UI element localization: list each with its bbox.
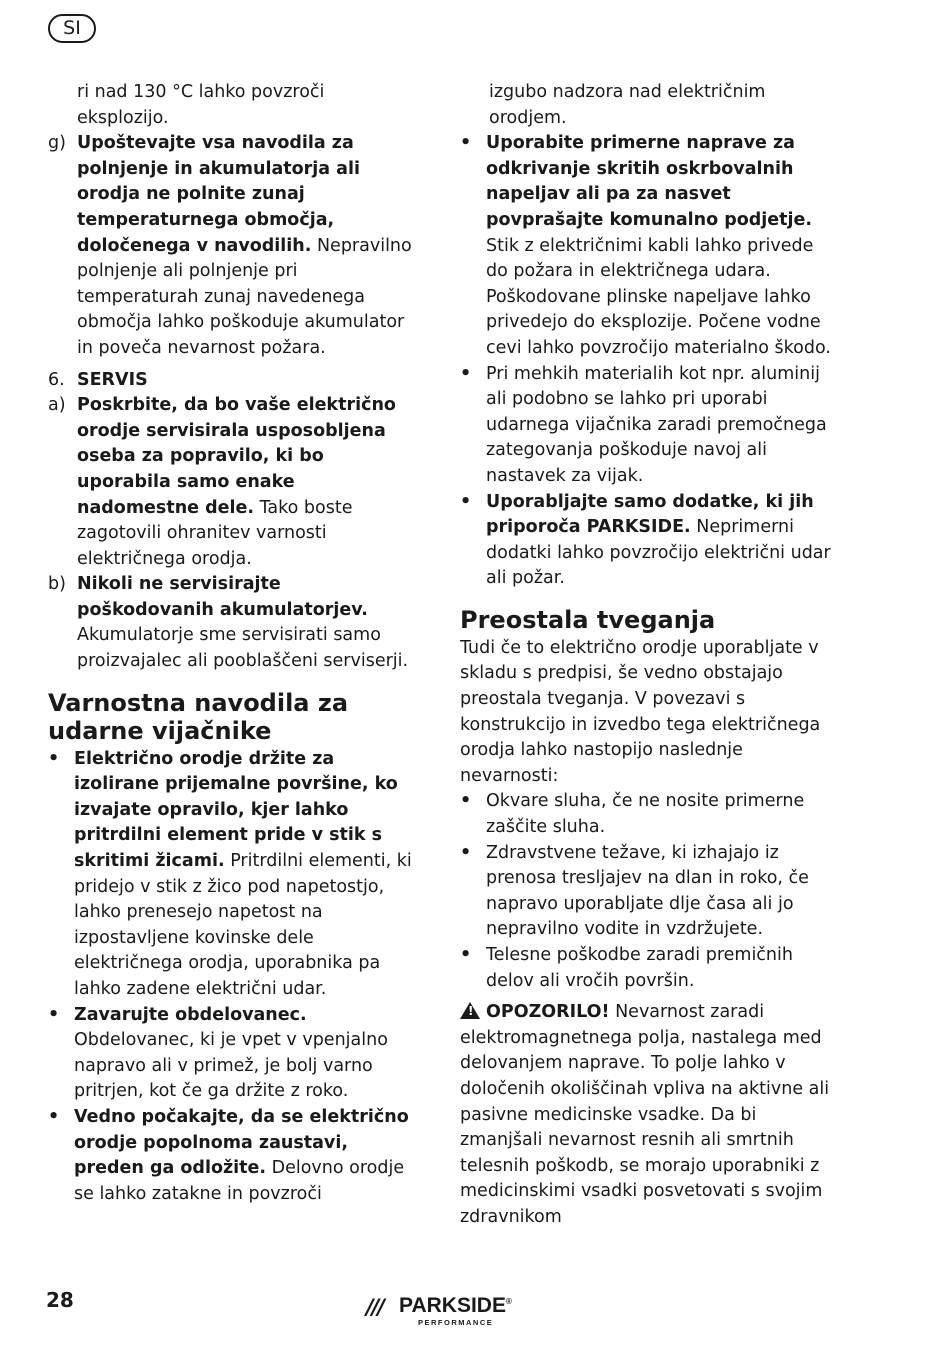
list-marker: g) — [48, 133, 66, 154]
item-text: Neprimerni dodatki lahko povzročijo električni udar ali požar. — [486, 517, 831, 589]
list-item-body — [77, 131, 418, 361]
section-label: SERVIS — [77, 369, 148, 390]
logo-slashes: /// — [366, 1295, 384, 1319]
list-marker: a) — [48, 395, 66, 416]
bullet: • — [48, 748, 60, 769]
paragraph-continuation: izgubo nadzora nad električnim orodjem. — [489, 82, 766, 128]
bullet: • — [460, 363, 472, 384]
item-text: Okvare sluha, če ne nosite primerne zaščite sluha. — [486, 791, 805, 838]
item-text: Delovno orodje se lahko zatakne in povzroči — [74, 1158, 405, 1204]
item-text: Pritrdilni elementi, ki pridejo v stik z žico pod napetostjo, lahko prenesejo napetost na izpostavljene kovinske dele električnega orodja, uporabnika pa lahko zadene električni udar. — [74, 851, 412, 999]
list-marker: 6. — [48, 369, 65, 390]
parkside-logo — [366, 1294, 526, 1330]
logo-registered: ® — [505, 1297, 512, 1306]
section-heading: Varnostna navodila za udarne vijačnike — [48, 688, 349, 745]
list-item — [460, 943, 838, 994]
bullet: • — [460, 842, 472, 863]
bold-instruction: Poskrbite, da bo vaše električno orodje servisirala usposobljena oseba za popravilo, ki bo uporabila samo enake nadomestne dele. — [77, 395, 396, 518]
list-item — [48, 1003, 418, 1105]
list-item-body — [486, 131, 838, 361]
bold-instruction: Zavarujte obdelovanec. — [74, 1004, 307, 1025]
bullet: • — [460, 791, 472, 812]
item-text: Nepravilno polnjenje ali polnjenje pri temperaturah zunaj navedenega območja lahko poškoduje akumulator in poveča nevarnost požara. — [77, 235, 412, 358]
list-item-body — [74, 747, 418, 1003]
item-text: Akumulatorje sme servisirati samo proizvajalec ali pooblaščeni serviserji. — [77, 625, 409, 672]
list-item-body — [74, 1105, 418, 1207]
list-item — [48, 747, 418, 1003]
list-item-b — [48, 572, 418, 674]
list-item-body — [74, 1003, 418, 1105]
bullet: • — [460, 491, 472, 512]
list-marker: b) — [48, 574, 66, 595]
list-item — [460, 841, 838, 943]
bullet: • — [460, 945, 472, 965]
logo-subtitle: PERFORMANCE — [418, 1318, 494, 1327]
warning-text: Nevarnost zaradi elektromagnetnega polja, nastalega med delovanjem naprave. To polje lahko v določenih okoliščinah vpliva na aktivne ali pasivne medicinske vsadke. Da bi zmanjšali nevarnost resnih ali smrtnih telesnih poškodb, se morajo uporabniki z medicinskimi vsadki posvetovati s svojim zdravnikom — [460, 1002, 830, 1227]
bold-instruction: Uporabite primerne naprave za odkrivanje skritih oskrbovalnih napeljav ali pa za nasvet povprašajte komunalno podjetje. — [486, 133, 813, 230]
right-column — [460, 80, 838, 1231]
list-item-g — [48, 131, 418, 361]
list-item — [48, 1105, 418, 1207]
list-item-body — [77, 393, 418, 572]
warning-label: OPOZORILO! — [486, 1002, 610, 1023]
bold-instruction: Električno orodje držite za izolirane prijemalne površine, ko izvajate opravilo, kjer lahko pritrdilni element pride v stik s skritimi žicami. — [74, 748, 398, 872]
logo-brand-text: PARKSIDE — [399, 1294, 506, 1317]
residual-risks-paragraph: Tudi če to električno orodje uporabljate v skladu s predpisi, še vedno obstajajo preostala tveganja. V povezavi s konstrukcijo in izvedbo tega električnega orodja lahko nastopijo naslednje nevarnosti: — [460, 637, 821, 786]
item-text: Zdravstvene težave, ki izhajajo iz prenosa tresljajev na dlan in roko, če napravo uporabljate dlje časa ali jo nepravilno vodite in vzdržujete. — [486, 842, 809, 940]
bold-instruction: Uporabljajte samo dodatke, ki jih priporoča PARKSIDE. — [486, 491, 814, 538]
warning-triangle-icon — [460, 1002, 480, 1019]
language-badge: SI — [48, 14, 96, 43]
page-number: 28 — [46, 1288, 74, 1312]
left-column — [48, 80, 418, 1207]
bold-instruction: Vedno počakajte, da se električno orodje popolnoma zaustavi, preden ga odložite. — [74, 1106, 409, 1179]
item-text: Tako boste zagotovili ohranitev varnosti električnega orodja. — [77, 497, 353, 569]
bullet: • — [48, 1106, 60, 1127]
warning-paragraph — [460, 1000, 838, 1230]
item-text: Pri mehkih materialih kot npr. aluminij ali podobno se lahko pri uporabi udarnega vijačnika zaradi premočnega zategovanja poškoduje navoj ali nastavek za vijak. — [486, 363, 827, 486]
item-text: Telesne poškodbe zaradi premičnih delov ali vročih površin. — [486, 945, 793, 991]
list-item-body — [486, 490, 838, 592]
list-item-a — [48, 393, 418, 572]
list-item — [460, 490, 838, 592]
paragraph-continuation: ri nad 130 °C lahko povzroči eksplozijo. — [77, 82, 325, 128]
list-item — [460, 131, 838, 361]
bullet: • — [48, 1004, 60, 1025]
item-text: Obdelovanec, ki je vpet v vpenjalno napravo ali v primež, je bolj varno pritrjen, kot če ga držite z roko. — [74, 1030, 388, 1102]
list-item-body — [77, 572, 418, 674]
bullet: • — [460, 133, 472, 154]
logo-brand — [399, 1294, 512, 1318]
list-item — [460, 362, 838, 490]
list-item-body — [486, 362, 838, 490]
item-text: Stik z električnimi kabli lahko privede do požara in električnega udara. Poškodovane plinske napeljave lahko privedejo do eksplozije. Počene vodne cevi lahko povzročijo materialno škodo. — [486, 235, 831, 358]
bold-instruction: Upoštevajte vsa navodila za polnjenje in akumulatorja ali orodja ne polnite zunaj temperaturnega območja, določenega v navodilih. — [77, 133, 360, 256]
section-servis — [48, 368, 418, 394]
section-heading: Preostala tveganja — [460, 605, 716, 634]
bold-instruction: Nikoli ne servisirajte poškodovanih akumulatorjev. — [77, 574, 368, 620]
list-item — [460, 789, 838, 840]
